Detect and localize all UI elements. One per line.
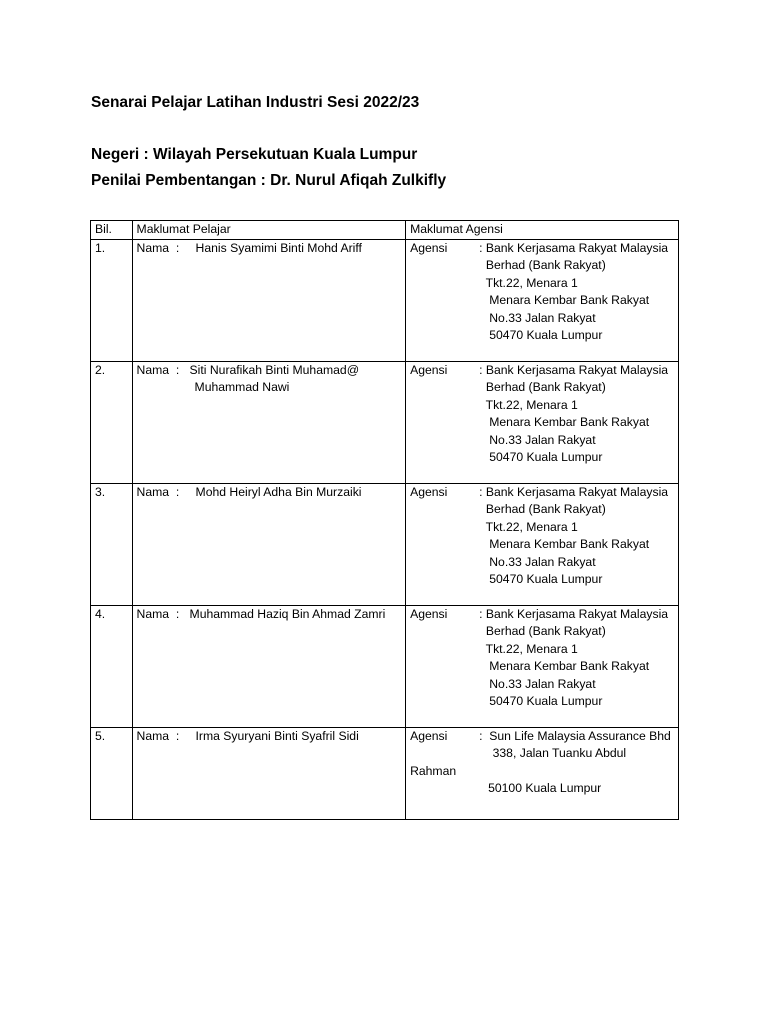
agency-cell: [406, 605, 679, 727]
name-label: Nama: [136, 728, 170, 743]
student-table: [90, 220, 679, 820]
agency-line: : Bank Kerjasama Rakyat Malaysia: [479, 240, 669, 255]
agency-label: Agensi: [410, 606, 448, 621]
agency-line: Berhad (Bank Rakyat): [479, 258, 606, 272]
negeri-line: Negeri : Wilayah Persekutuan Kuala Lumpur: [91, 146, 418, 163]
table-row: [91, 483, 679, 605]
agency-line: No.33 Jalan Rakyat: [479, 310, 596, 325]
student-name: Siti Nurafikah Binti Muhamad@: [189, 362, 360, 377]
student-name: Muhammad Haziq Bin Ahmad Zamri: [189, 606, 386, 621]
bil-cell: 2.: [91, 361, 133, 483]
document-title: Senarai Pelajar Latihan Industri Sesi 2022/23: [91, 94, 420, 111]
table-row: [91, 727, 679, 819]
agency-label: Agensi: [410, 240, 448, 255]
agency-line: Tkt.22, Menara 1: [479, 519, 578, 534]
agency-line: : Bank Kerjasama Rakyat Malaysia: [479, 606, 669, 621]
agency-line: No.33 Jalan Rakyat: [479, 432, 596, 447]
agency-line: : Sun Life Malaysia Assurance Bhd: [479, 728, 671, 743]
student-cell: Nama : Siti Nurafikah Binti Muhamad@ Muhammad Nawi: [132, 361, 406, 483]
student-cell: Nama : Hanis Syamimi Binti Mohd Ariff: [132, 239, 406, 361]
name-label: Nama: [136, 606, 170, 621]
header-bil: Bil.: [91, 221, 133, 240]
student-name: Mohd Heiryl Adha Bin Murzaiki: [195, 484, 362, 499]
agency-line: 50470 Kuala Lumpur: [479, 450, 603, 464]
agency-line: Tkt.22, Menara 1: [479, 641, 578, 656]
agency-line: Tkt.22, Menara 1: [479, 275, 578, 290]
student-cell: Nama : Irma Syuryani Binti Syafril Sidi: [132, 727, 406, 819]
header-maklumat-pelajar: Maklumat Pelajar: [132, 221, 406, 240]
agency-line: 50470 Kuala Lumpur: [479, 694, 603, 708]
agency-line: Menara Kembar Bank Rakyat: [479, 659, 650, 673]
agency-cell: [406, 361, 679, 483]
agency-line: 50100 Kuala Lumpur: [488, 781, 602, 795]
agency-label: Agensi: [410, 484, 448, 499]
table-row: [91, 239, 679, 361]
agency-line: 50470 Kuala Lumpur: [479, 328, 603, 342]
table-row: [91, 605, 679, 727]
student-name-cont: Muhammad Nawi: [194, 380, 290, 394]
bil-cell: 3.: [91, 483, 133, 605]
bil-cell: 5.: [91, 727, 133, 819]
agency-line: No.33 Jalan Rakyat: [479, 554, 596, 569]
agency-cell: [406, 483, 679, 605]
student-cell: Nama : Muhammad Haziq Bin Ahmad Zamri: [132, 605, 406, 727]
agency-line: No.33 Jalan Rakyat: [479, 676, 596, 691]
agency-line: 338, Jalan Tuanku Abdul: [479, 746, 627, 760]
table-row: [91, 361, 679, 483]
agency-line: Berhad (Bank Rakyat): [479, 624, 606, 638]
bil-cell: 4.: [91, 605, 133, 727]
name-label: Nama: [136, 240, 170, 255]
bil-cell: 1.: [91, 239, 133, 361]
name-label: Nama: [136, 484, 170, 499]
agency-line: : Bank Kerjasama Rakyat Malaysia: [479, 362, 669, 377]
student-name: Hanis Syamimi Binti Mohd Ariff: [195, 240, 362, 255]
table-header-row: [91, 221, 679, 240]
agency-line: Menara Kembar Bank Rakyat: [479, 537, 650, 551]
name-label: Nama: [136, 362, 170, 377]
agency-line: : Bank Kerjasama Rakyat Malaysia: [479, 484, 669, 499]
header-maklumat-agensi: Maklumat Agensi: [406, 221, 679, 240]
agency-line: Menara Kembar Bank Rakyat: [479, 415, 650, 429]
agency-label: Agensi: [410, 728, 448, 743]
student-cell: Nama : Mohd Heiryl Adha Bin Murzaiki: [132, 483, 406, 605]
agency-line: Tkt.22, Menara 1: [479, 397, 578, 412]
agency-line: Menara Kembar Bank Rakyat: [479, 293, 650, 307]
agency-label: Agensi: [410, 362, 448, 377]
agency-line: Berhad (Bank Rakyat): [479, 502, 606, 516]
agency-line-wrap: Rahman: [410, 763, 457, 778]
student-name: Irma Syuryani Binti Syafril Sidi: [195, 728, 359, 743]
agency-line: 50470 Kuala Lumpur: [479, 572, 603, 586]
agency-cell: [406, 727, 679, 819]
agency-cell: [406, 239, 679, 361]
agency-line: Berhad (Bank Rakyat): [479, 380, 606, 394]
penilai-line: Penilai Pembentangan : Dr. Nurul Afiqah Zulkifly: [91, 172, 447, 189]
